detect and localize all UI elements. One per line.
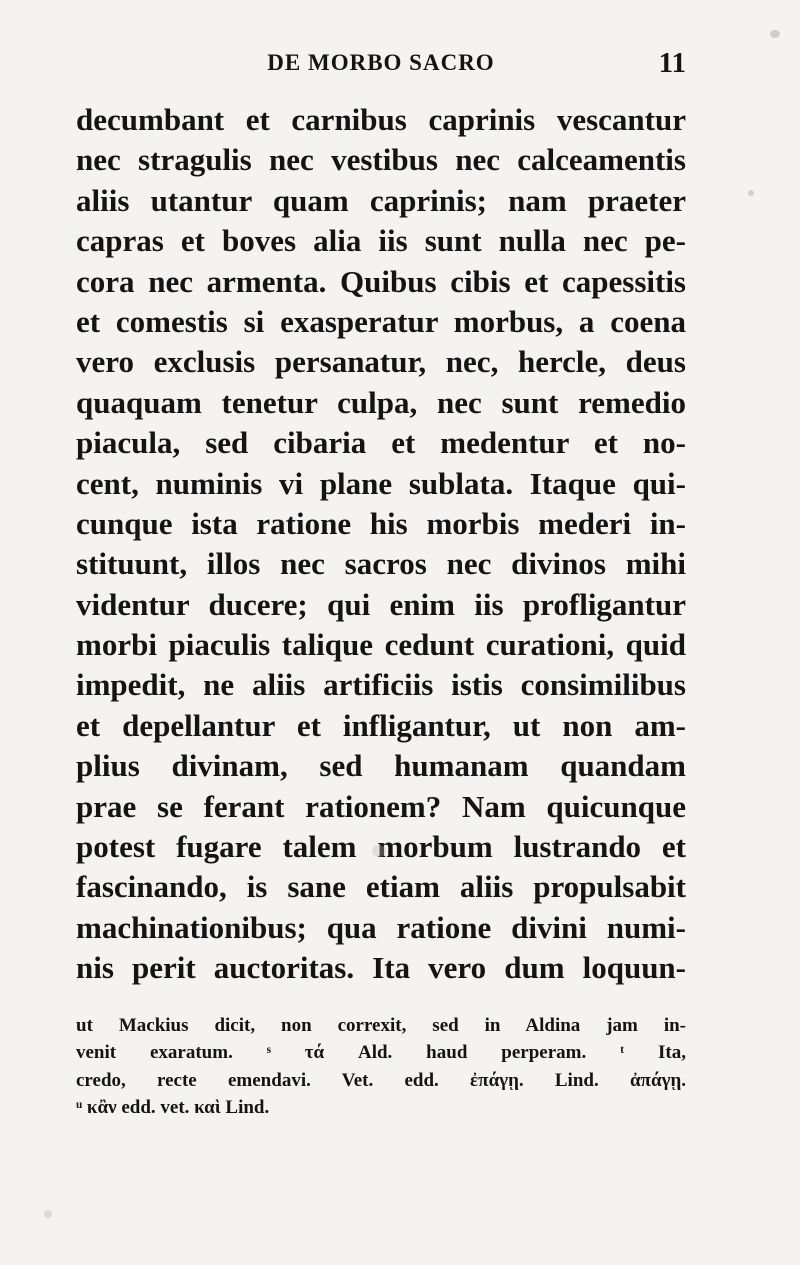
paper-speck (748, 190, 754, 196)
running-title: DE MORBO SACRO (267, 50, 495, 75)
body-line: piacula, sed cibaria et medentur et no- (76, 425, 686, 461)
body-line: et comestis si exasperatur morbus, a coena (76, 303, 686, 339)
body-line: quaquam tenetur culpa, nec sunt remedio (76, 384, 686, 420)
body-line: videntur ducere; qui enim iis profligantur (76, 586, 686, 622)
body-line: prae se ferant rationem? Nam quicunque (76, 788, 686, 824)
body-line: vero exclusis persanatur, nec, hercle, deus (76, 344, 686, 380)
running-head (76, 47, 686, 84)
paper-speck (44, 1210, 52, 1218)
body-line: morbi piaculis talique cedunt curationi, quid (76, 627, 686, 663)
footnotes (76, 1012, 686, 1121)
body-line: stituunt, illos nec sacros nec divinos mihi (76, 546, 686, 582)
body-line: et depellantur et infligantur, ut non am- (76, 707, 686, 743)
paper-speck (770, 30, 780, 38)
body-line: cora nec armenta. Quibus cibis et capessitis (76, 263, 686, 299)
footnote-line: ut Mackius dicit, non correxit, sed in Aldina jam in- (76, 1015, 686, 1036)
body-line: capras et boves alia iis sunt nulla nec pe- (76, 223, 686, 259)
body-line: decumbant et carnibus caprinis vescantur (76, 102, 686, 137)
body-line: cent, numinis vi plane sublata. Itaque qui- (76, 465, 686, 501)
page-number: 11 (658, 47, 686, 79)
footnote-line: venit exaratum. ˢ τά Ald. haud perperam. ᵗ Ita, (76, 1042, 686, 1064)
body-line: potest fugare talem morbum lustrando et (76, 829, 686, 865)
body-line: nis perit auctoritas. Ita vero dum loquun- (76, 950, 686, 986)
body-line: nec stragulis nec vestibus nec calceamentis (76, 142, 686, 178)
body-line: impedit, ne aliis artificiis istis consimilibus (76, 667, 686, 703)
body-line: plius divinam, sed humanam quandam (76, 748, 686, 784)
footnote-line: ᵘ κἂν edd. vet. καὶ Lind. (76, 1096, 270, 1118)
body-line: cunque ista ratione his morbis mederi in- (76, 505, 686, 541)
body-line: aliis utantur quam caprinis; nam praeter (76, 182, 686, 218)
body-line: fascinando, is sane etiam aliis propulsabit (76, 869, 686, 905)
paper-speck (372, 845, 386, 857)
body-line: machinationibus; qua ratione divini numi- (76, 909, 686, 945)
footnote-line: credo, recte emendavi. Vet. edd. ἐπάγῃ. Lind. ἀπάγῃ. (76, 1069, 686, 1091)
